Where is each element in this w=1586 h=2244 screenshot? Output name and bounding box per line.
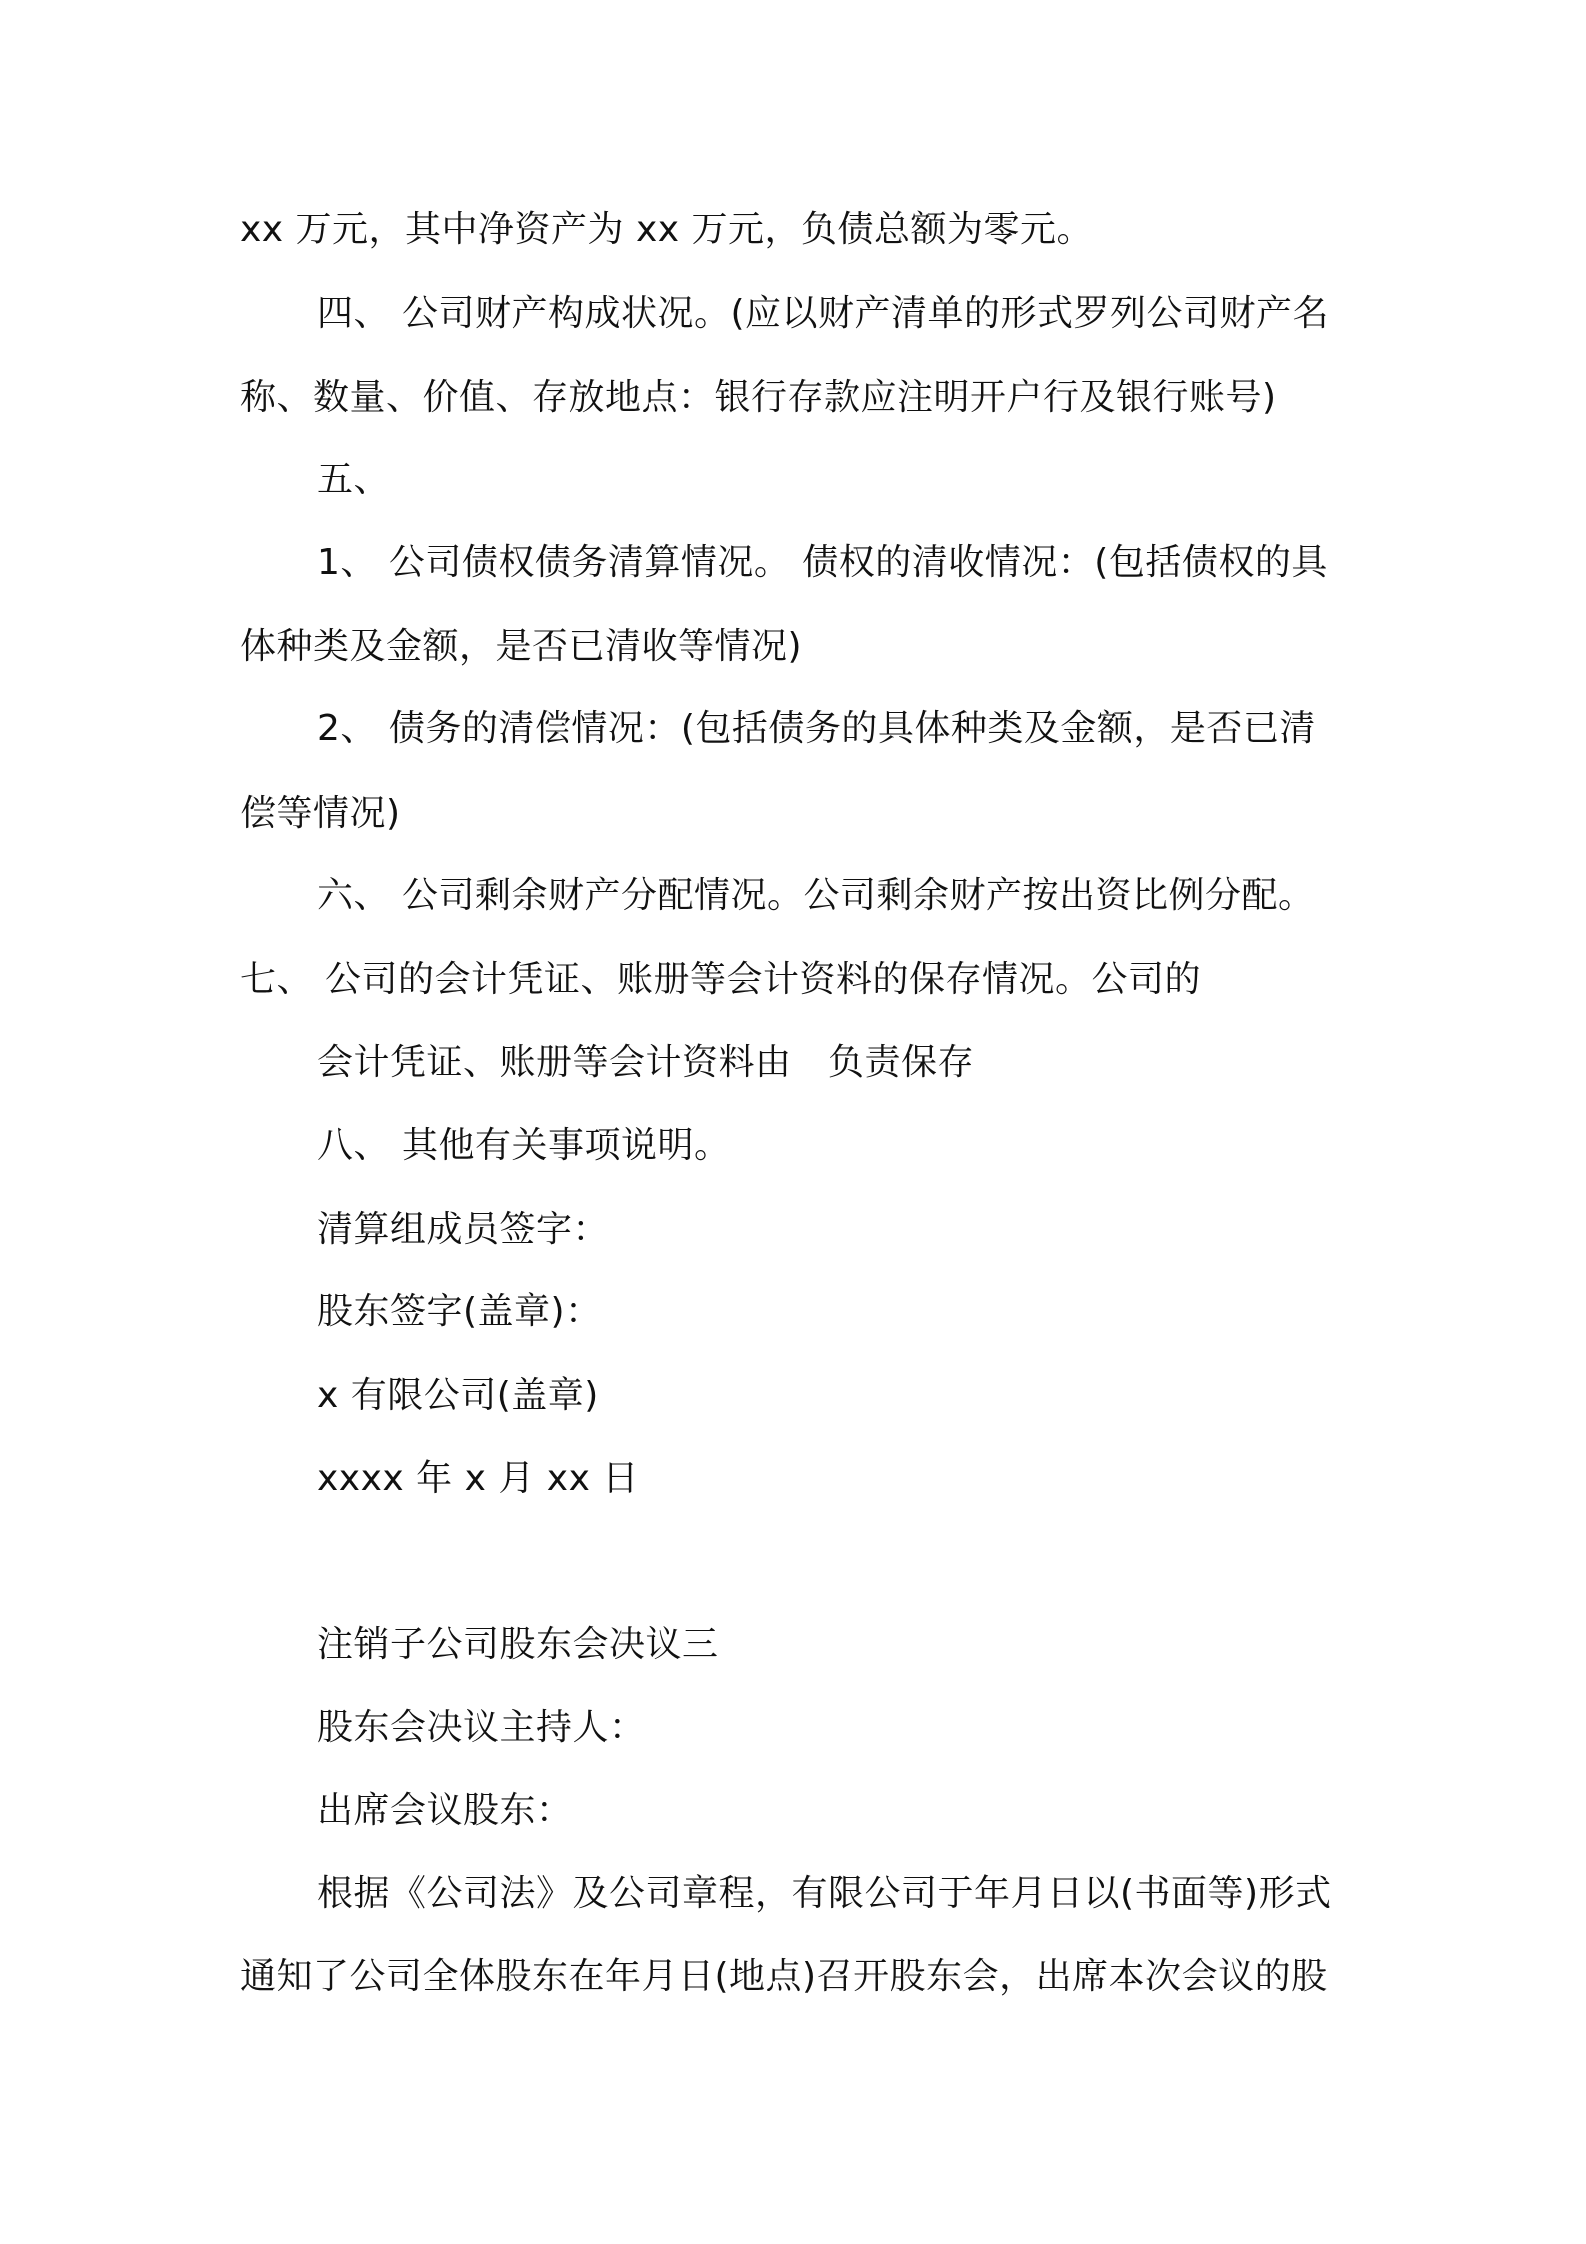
section-four-heading: 四、 公司财产构成状况。(应以财产清单的形式罗列公司财产名: [317, 293, 1329, 334]
section-six-heading: 六、 公司剩余财产分配情况。公司剩余财产按出资比例分配。: [317, 875, 1315, 916]
date-line: xxxx 年 x 月 xx 日: [317, 1458, 639, 1499]
attendees-label: 出席会议股东：: [317, 1790, 573, 1831]
paragraph-text: 根据《公司法》及公司章程，有限公司于年月日以(书面等)形式: [317, 1873, 1332, 1914]
item-two-heading: 2、 债务的清偿情况：(包括债务的具体种类及金额，是否已清: [317, 708, 1316, 749]
text-line: 称、数量、价值、存放地点：银行存款应注明开户行及银行账号): [240, 377, 1277, 418]
text-line: 体种类及金额，是否已清收等情况): [240, 626, 803, 667]
text-line: 偿等情况): [240, 793, 401, 834]
chairperson-label: 股东会决议主持人：: [317, 1707, 646, 1748]
section-eight-heading: 八、 其他有关事项说明。: [317, 1125, 731, 1166]
resolution-title: 注销子公司股东会决议三: [317, 1624, 719, 1665]
text-line: 会计凭证、账册等会计资料由 负责保存: [317, 1042, 975, 1083]
section-five-heading: 五、: [317, 459, 391, 500]
signature-label: 清算组成员签字：: [317, 1209, 610, 1250]
item-one-heading: 1、 公司债权债务清算情况。 债权的清收情况：(包括债权的具: [317, 542, 1328, 583]
section-seven-heading: 七、 公司的会计凭证、账册等会计资料的保存情况。公司的: [240, 959, 1201, 1000]
paragraph-text: 通知了公司全体股东在年月日(地点)召开股东会，出席本次会议的股: [240, 1956, 1328, 1997]
text-line: xx 万元，其中净资产为 xx 万元，负债总额为零元。: [240, 209, 1094, 250]
signature-label: 股东签字(盖章)：: [317, 1291, 602, 1332]
company-seal-label: x 有限公司(盖章): [317, 1375, 599, 1416]
